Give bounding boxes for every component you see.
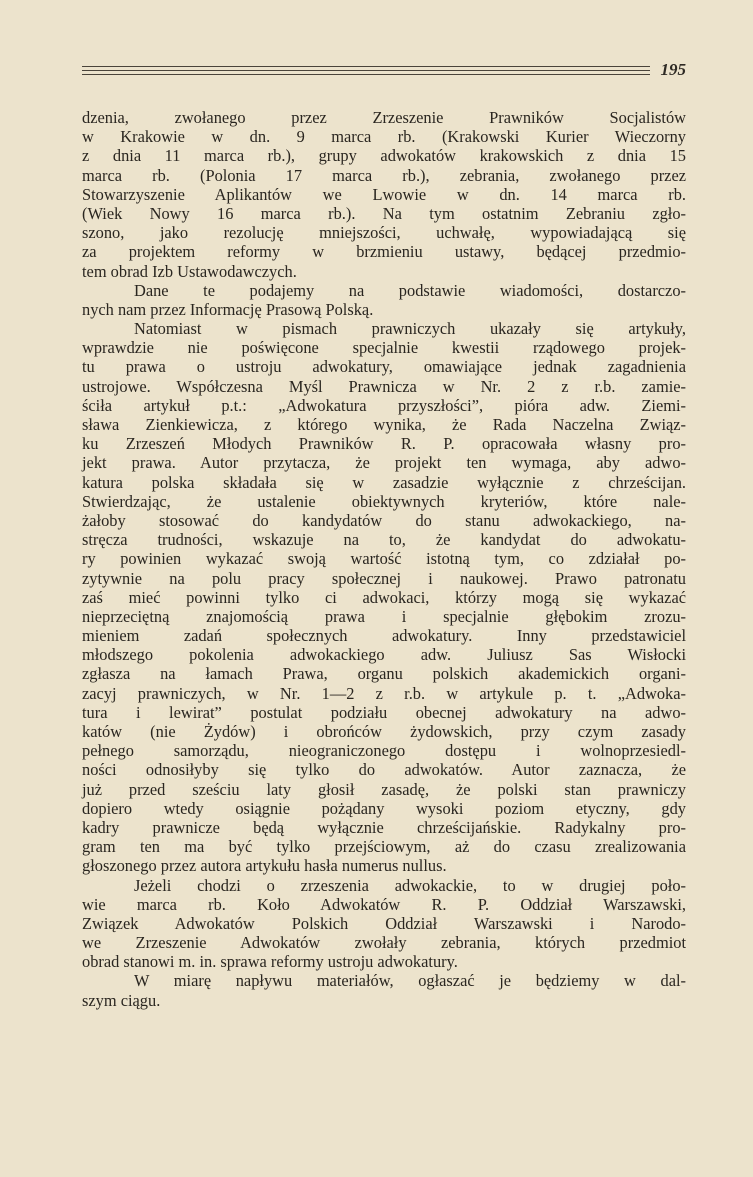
body-text (82, 108, 686, 1010)
text-line: zgłasza na łamach Prawa, organu polskich akademickich organi- (82, 664, 686, 684)
text-line: z dnia 11 marca rb.), grupy adwokatów krakowskich z dnia 15 (82, 146, 686, 166)
text-line: młodszego pokolenia adwokackiego adw. Juliusz Sas Wisłocki (82, 645, 686, 665)
text-line: mieniem zadań społecznych adwokatury. Inny przedstawiciel (82, 626, 686, 646)
text-line: (Wiek Nowy 16 marca rb.). Na tym ostatnim Zebraniu zgło- (82, 203, 686, 223)
text-line: ry powinien wykazać swoją wartość istotną tym, co zdziałał po- (82, 549, 686, 569)
text-line: nieprzeciętną znajomością prawa i specjalnie głębokim zrozu- (82, 606, 686, 626)
text-line: Stwierdzając, że ustalenie obiektywnych kryteriów, które nale- (82, 491, 686, 511)
text-line: dopiero wtedy osiągnie pożądany wysoki poziom etyczny, gdy (82, 798, 686, 818)
text-line: wprawdzie nie poświęcone specjalnie kwestii rządowego projek- (82, 338, 686, 358)
text-line: we Zrzeszenie Adwokatów zwołały zebrania, których przedmiot (82, 933, 686, 953)
text-line: Dane te podajemy na podstawie wiadomości, dostarczo- (134, 280, 686, 300)
text-line: zaś mieć powinni tylko ci adwokaci, którzy mogą się wykazać (82, 587, 686, 607)
text-line: kadry prawnicze będą wyłącznie chrześcijańskie. Radykalny pro- (82, 817, 686, 837)
text-line: ności odnosiłyby się tylko do adwokatów. Autor zaznacza, że (82, 760, 686, 780)
text-line: ku Zrzeszeń Młodych Prawników R. P. opracowała własny pro- (82, 434, 686, 454)
text-line: jekt prawa. Autor przytacza, że projekt ten wymaga, aby adwo- (82, 453, 686, 473)
text-line: W miarę napływu materiałów, ogłaszać je będziemy w dal- (134, 971, 686, 991)
text-line: żałoby stosować do kandydatów do stanu adwokackiego, na- (82, 510, 686, 530)
text-line: marca rb. (Polonia 17 marca rb.), zebrania, zwołanego przez (82, 165, 686, 185)
text-line: Jeżeli chodzi o zrzeszenia adwokackie, to w drugiej poło- (134, 875, 686, 895)
text-line: katura polska składała się w zasadzie wyłącznie z chrześcijan. (82, 472, 686, 492)
text-line: tu prawa o ustroju adwokatury, omawiające jednak zagadnienia (82, 357, 686, 377)
text-line: tem obrad Izb Ustawodawczych. (82, 261, 297, 281)
text-line: sława Zienkiewicza, z którego wynika, że Rada Naczelna Związ- (82, 415, 686, 434)
text-line: stręcza trudności, wskazuje na to, że kandydat do adwokatu- (82, 530, 686, 550)
header-rule (82, 70, 650, 71)
text-line: za projektem reformy w brzmieniu ustawy, będącej przedmio- (82, 242, 686, 262)
text-line: szym ciągu. (82, 990, 161, 1010)
text-line: Związek Adwokatów Polskich Oddział Warszawski i Narodo- (82, 913, 686, 933)
text-line: Natomiast w pismach prawniczych ukazały się artykuły, (134, 319, 686, 339)
paragraph (82, 971, 686, 1009)
paragraph (82, 108, 686, 281)
paragraph (82, 876, 686, 972)
running-header (82, 62, 686, 86)
text-line: nych nam przez Informację Prasową Polską. (82, 299, 374, 319)
text-line: głoszonego przez autora artykułu hasła numerus nullus. (82, 856, 447, 876)
text-line: obrad stanowi m. in. sprawa reformy ustroju adwokatury. (82, 952, 458, 972)
text-line: już przed sześciu laty głosił zasadę, że polski stan prawniczy (82, 779, 686, 799)
text-line: zytywnie na polu pracy społecznej i naukowej. Prawo patronatu (82, 568, 686, 588)
text-line: pełnego samorządu, nieograniczonego dostępu i wolnoprzesiedl- (82, 741, 686, 761)
text-line: szono, jako rezolucję mniejszości, uchwałę, wypowiadającą się (82, 223, 686, 243)
text-line: Stowarzyszenie Aplikantów we Lwowie w dn. 14 marca rb. (82, 184, 686, 204)
paragraph (82, 319, 686, 875)
text-line: tura i lewirat” postulat podziału obecnej adwokatury na adwo- (82, 702, 686, 722)
text-line: ustrojowe. Współczesna Myśl Prawnicza w Nr. 2 z r.b. zamie- (82, 376, 686, 396)
header-rule (82, 66, 650, 67)
text-line: gram ten ma być tylko przejściowym, aż do czasu zrealizowania (82, 837, 686, 857)
header-rule (82, 74, 650, 75)
text-line: zacyj prawniczych, w Nr. 1—2 z r.b. w artykule p. t. „Adwoka- (82, 683, 686, 703)
text-line: wie marca rb. Koło Adwokatów R. P. Oddział Warszawski, (82, 894, 686, 914)
paragraph (82, 281, 686, 319)
text-line: w Krakowie w dn. 9 marca rb. (Krakowski Kurier Wieczorny (82, 127, 686, 147)
page-number: 195 (660, 60, 686, 79)
text-line: katów (nie Żydów) i obrońców żydowskich, przy czym zasady (82, 722, 686, 741)
text-line: ściła artykuł p.t.: „Adwokatura przyszłości”, pióra adw. Ziemi- (82, 395, 686, 415)
text-line: dzenia, zwołanego przez Zrzeszenie Prawników Socjalistów (82, 108, 686, 127)
